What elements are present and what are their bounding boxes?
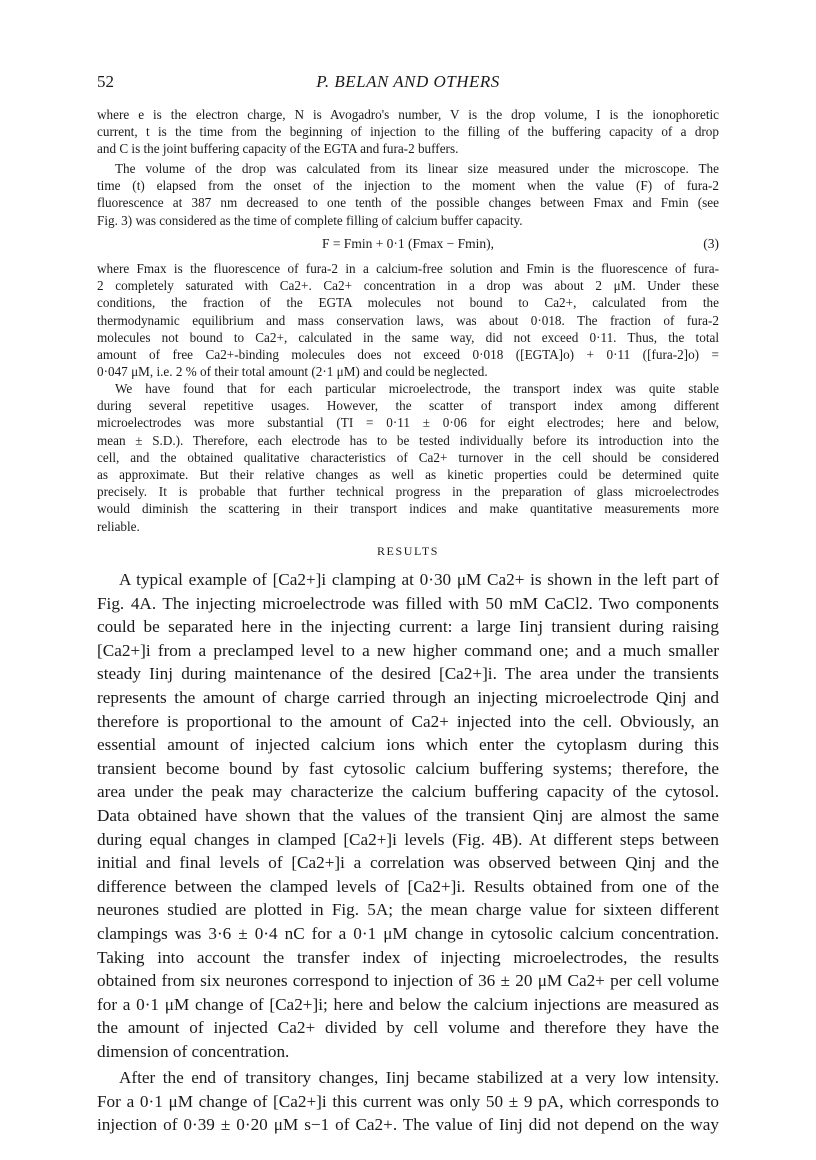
text-line: 2 completely saturated with Ca2+. Ca2+ concentration in a drop was about 2 μM. Under these (97, 278, 719, 294)
text-line: For a 0·1 μM change of [Ca2+]i this current was only 50 ± 9 pA, which corresponds to (97, 1091, 719, 1111)
text-line: molecules not bound to Ca2+, calculated in the same way, did not exceed 0·11. Thus, the total (97, 329, 719, 345)
paragraph-drop-variables (97, 106, 719, 158)
text-line: therefore is proportional to the amount of Ca2+ injected into the cell. Obviously, an (97, 711, 719, 731)
text-line: during equal changes in clamped [Ca2+]i levels (Fig. 4B). At different steps between (97, 829, 719, 849)
text-line: fluorescence at 387 nm decreased to one tenth of the possible changes between Fmax and Fmin (see (97, 195, 719, 211)
text-line: current, t is the time from the beginning of injection to the filling of the buffering capacity of a drop (97, 124, 719, 140)
text-line: could be separated here in the injecting current: a large Iinj transient during raising (97, 617, 719, 637)
text-line: essential amount of injected calcium ions which enter the cytoplasm during this (97, 735, 719, 755)
text-line: time (t) elapsed from the onset of the injection to the moment when the value (F) of fura-2 (97, 178, 719, 194)
equation-3 (97, 236, 719, 256)
text-line: Fig. 4A. The injecting microelectrode was filled with 50 mM CaCl2. Two components (97, 593, 719, 613)
text-line: clampings was 3·6 ± 0·4 nC for a 0·1 μM change in cytosolic calcium concentration. (97, 923, 719, 943)
text-line: would diminish the scattering in their transport indices and make quantitative measurements more (97, 501, 719, 517)
running-head: P. BELAN AND OTHERS (316, 72, 500, 91)
text-line: initial and final levels of [Ca2+]i a correlation was observed between Qinj and the (97, 853, 719, 873)
text-line: obtained from six neurones correspond to injection of 36 ± 20 μM Ca2+ per cell volume (97, 971, 719, 991)
text-line: transient become bound by fast cytosolic calcium buffering systems; therefore, the (97, 758, 719, 778)
text-line: where Fmax is the fluorescence of fura-2 in a calcium-free solution and Fmin is the fluorescence of fura- (97, 261, 719, 276)
text-line: We have found that for each particular microelectrode, the transport index was quite stable (115, 381, 719, 396)
text-line: 0·047 μM, i.e. 2 % of their total amount (2·1 μM) and could be neglected. (97, 364, 488, 380)
paragraph-fluorescence-definitions (97, 260, 719, 380)
equation-number: (3) (703, 236, 719, 251)
page-number: 52 (97, 72, 114, 91)
text-line: neurones studied are plotted in Fig. 5A; the mean charge value for sixteen different (97, 900, 719, 920)
text-line: area under the peak may characterize the calcium buffering capacity of the cytosol. (97, 782, 719, 802)
text-line: during several repetitive usages. However, the scatter of transport index among different (97, 398, 719, 414)
text-line: dimension of concentration. (97, 1041, 290, 1061)
text-line: and C is the joint buffering capacity of the EGTA and fura-2 buffers. (97, 141, 459, 157)
text-line: difference between the clamped levels of [Ca2+]i. Results obtained from one of the (97, 876, 719, 896)
text-line: Fig. 3) was considered as the time of complete filling of calcium buffer capacity. (97, 212, 523, 228)
text-line: Data obtained have shown that the values of the transient Qinj are almost the same (97, 805, 719, 825)
section-heading-results: RESULTS (376, 544, 440, 558)
text-line: The volume of the drop was calculated from its linear size measured under the microscope. The (115, 161, 719, 176)
text-line: the amount of injected Ca2+ divided by cell volume and therefore they have the (97, 1018, 719, 1038)
paragraph-drop-volume (97, 160, 719, 229)
text-line: conditions, the fraction of the EGTA molecules not bound to Ca2+, calculated from the (97, 295, 719, 311)
text-line: injection of 0·39 ± 0·20 μM s−1 of Ca2+. The value of Iinj did not depend on the way (97, 1115, 719, 1135)
text-line: amount of free Ca2+-binding molecules does not exceed 0·018 ([EGTA]o) + 0·11 ([fura-2]o) = (97, 346, 719, 362)
text-line: as approximate. But their relative changes as well as kinetic properties could be determined quite (97, 466, 719, 482)
text-line: steady Iinj during maintenance of the desired [Ca2+]i. The area under the transients (97, 664, 719, 684)
text-line: mean ± S.D.). Therefore, each electrode has to be tested individually before its introduction into the (97, 432, 719, 448)
equation-formula: F = Fmin + 0·1 (Fmax − Fmin), (321, 236, 495, 251)
text-line: represents the amount of charge carried through an injecting microelectrode Qinj and (97, 687, 719, 707)
paragraph-transport-index (97, 380, 719, 535)
text-line: thermodynamic equilibrium and mass conservation laws, was about 0·018. The fraction of fura-2 (97, 312, 719, 328)
text-line: [Ca2+]i from a preclamped level to a new higher command one; and a much smaller (97, 640, 719, 660)
text-line: microelectrodes was more substantial (TI = 0·11 ± 0·06 for eight electrodes; here and below, (97, 415, 719, 431)
text-line: reliable. (97, 518, 140, 534)
text-line: where e is the electron charge, N is Avogadro's number, V is the drop volume, I is the ionophoretic (97, 107, 719, 122)
text-line: After the end of transitory changes, Iinj became stabilized at a very low intensity. (119, 1068, 719, 1087)
text-line: precisely. It is probable that further technical progress in the preparation of glass microelectrodes (97, 484, 719, 500)
text-line: cell, and the obtained qualitative characteristics of Ca2+ turnover in the cell should be considered (97, 449, 719, 465)
paragraph-steady-current (97, 1066, 719, 1137)
text-line: A typical example of [Ca2+]i clamping at 0·30 μM Ca2+ is shown in the left part of (119, 570, 719, 589)
text-line: for a 0·1 μM change of [Ca2+]i; here and below the calcium injections are measured as (97, 994, 719, 1014)
page-header (97, 72, 719, 96)
text-line: Taking into account the transfer index of injecting microelectrodes, the results (97, 947, 719, 967)
paragraph-clamping-example (97, 568, 719, 1063)
